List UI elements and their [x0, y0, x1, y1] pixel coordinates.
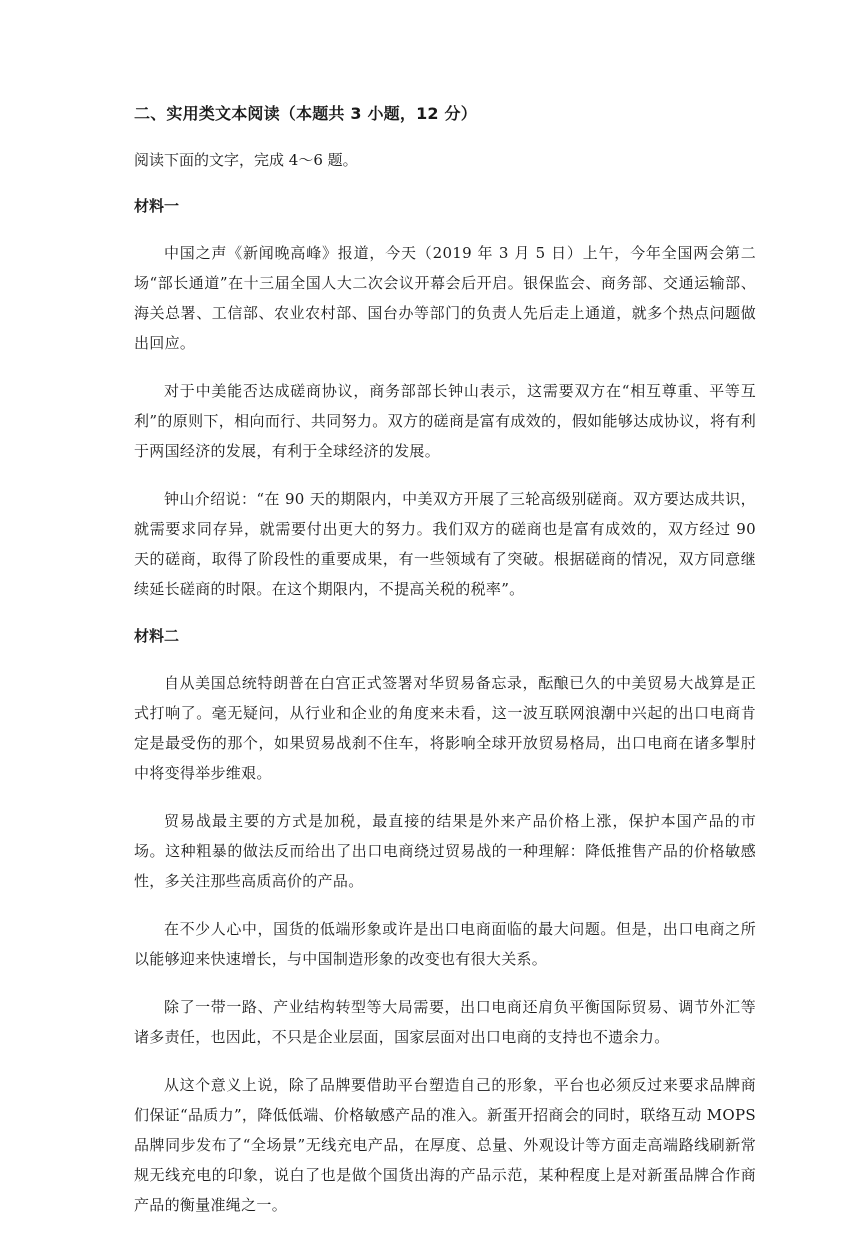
reading-instruction: 阅读下面的文字，完成 4～6 题。: [134, 151, 358, 169]
material-one-paragraph: 钟山介绍说：“在 90 天的期限内，中美双方开展了三轮高级别磋商。双方要达成共识，就需要求同存异，就需要付出更大的努力。我们双方的磋商也是富有成效的，双方经过 90 天的磋商，取得了阶段性的重要成果，有一些领域有了突破。根据磋商的情况，双方同意继续延长磋商的时限。在这个期限内，不提高关税的税率”。: [134, 490, 756, 598]
material-one: [134, 192, 756, 604]
material-two-paragraph: 在不少人心中，国货的低端形象或许是出口电商面临的最大问题。但是，出口电商之所以能够迎来快速增长，与中国制造形象的改变也有很大关系。: [134, 920, 756, 968]
material-two: [134, 622, 756, 1220]
material-one-heading: 材料一: [134, 197, 180, 215]
document-page: [134, 100, 756, 1238]
material-two-heading: 材料二: [134, 627, 180, 645]
material-one-paragraph: 对于中美能否达成磋商协议，商务部部长钟山表示，这需要双方在“相互尊重、平等互利”的原则下，相向而行、共同努力。双方的磋商是富有成效的，假如能够达成协议，将有利于两国经济的发展，有利于全球经济的发展。: [134, 382, 756, 460]
material-one-paragraph: 中国之声《新闻晚高峰》报道，今天（2019 年 3 月 5 日）上午，今年全国两会第二场“部长通道”在十三届全国人大二次会议开幕会后开启。银保监会、商务部、交通运输部、海关总署、工信部、农业农村部、国台办等部门的负责人先后走上通道，就多个热点问题做出回应。: [134, 244, 756, 352]
material-two-paragraph: 除了一带一路、产业结构转型等大局需要，出口电商还肩负平衡国际贸易、调节外汇等诸多责任，也因此，不只是企业层面，国家层面对出口电商的支持也不遗余力。: [134, 998, 756, 1046]
material-two-paragraph: 贸易战最主要的方式是加税，最直接的结果是外来产品价格上涨，保护本国产品的市场。这种粗暴的做法反而给出了出口电商绕过贸易战的一种理解：降低推售产品的价格敏感性，多关注那些高质高价的产品。: [134, 812, 756, 890]
material-two-paragraph: 自从美国总统特朗普在白宫正式签署对华贸易备忘录，酝酿已久的中美贸易大战算是正式打响了。毫无疑问，从行业和企业的角度来未看，这一波互联网浪潮中兴起的出口电商肯定是最受伤的那个，如果贸易战刹不住车，将影响全球开放贸易格局，出口电商在诸多掣肘中将变得举步维艰。: [134, 674, 756, 782]
section-title: 二、实用类文本阅读（本题共 3 小题，12 分）: [134, 104, 477, 123]
material-two-paragraph: 从这个意义上说，除了品牌要借助平台塑造自己的形象，平台也必须反过来要求品牌商们保证“品质力”，降低低端、价格敏感产品的准入。新蛋开招商会的同时，联络互动 MOPS 品牌同步发布了“全场景”无线充电产品，在厚度、总量、外观设计等方面走高端路线刷新常规无线充电的印象，说白了也是做个国货出海的产品示范，某种程度上是对新蛋品牌合作商产品的衡量准绳之一。: [134, 1076, 756, 1214]
